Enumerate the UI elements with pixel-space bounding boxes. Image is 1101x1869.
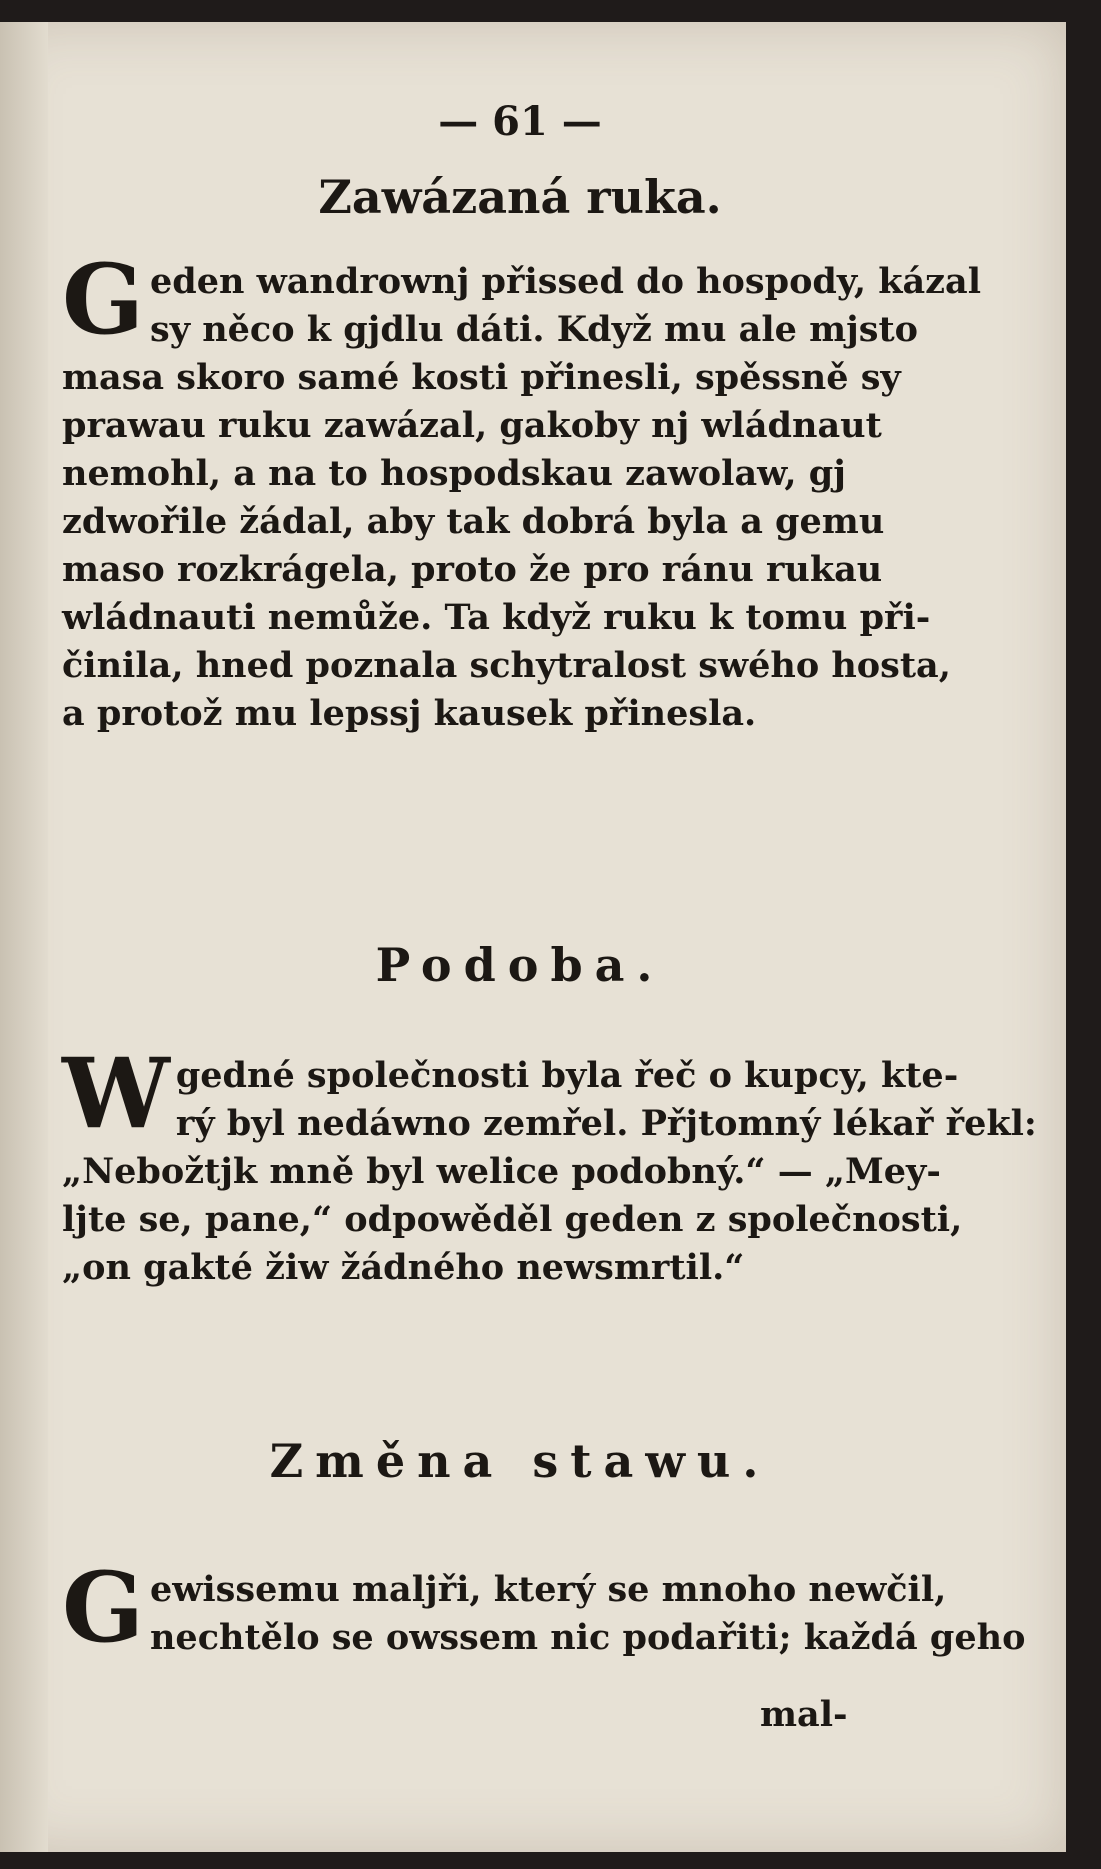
text-line: sy něco k gjdlu dáti. Když mu ale mjsto	[149, 309, 919, 350]
text-line: maso rozkrágela, proto že pro ránu rukau	[62, 549, 883, 590]
text-line: „on gakté žiw žádného newsmrtil.“	[62, 1247, 745, 1288]
text-line: zdwořile žádal, aby tak dobrá byla a gemu	[62, 501, 885, 542]
text-line: wládnauti nemůže. Ta když ruku k tomu při-	[62, 597, 931, 638]
text-line: prawau ruku zawázal, gakoby nj wládnaut	[62, 405, 882, 446]
section-title-2: Podoba.	[375, 938, 665, 992]
text-line: činila, hned poznala schytralost swého hosta,	[62, 645, 951, 686]
section-title-1: Zawázaná ruka.	[318, 170, 722, 224]
text-line: masa skoro samé kosti přinesli, spěssně sy	[62, 357, 901, 398]
text-line: gedné společnosti byla řeč o kupcy, kte-	[175, 1055, 959, 1096]
text-line: eden wandrownj přissed do hospody, kázal	[149, 261, 982, 302]
text-line: ewissemu maljři, který se mnoho newčil,	[149, 1569, 947, 1610]
text-line: ljte se, pane,“ odpowěděl geden z společnosti,	[62, 1199, 963, 1240]
section-body-1	[62, 243, 1022, 738]
text-line: nechtělo se owssem nic podařiti; každá geho	[149, 1617, 1026, 1658]
section-body-3	[62, 1551, 1026, 1664]
page-number: — 61 —	[438, 98, 602, 145]
book-page	[0, 22, 1066, 1852]
drop-cap-3: G	[62, 1551, 144, 1664]
section-title-3: Změna stawu.	[269, 1434, 771, 1488]
drop-cap-1: G	[62, 243, 144, 356]
catchword: mal-	[760, 1694, 848, 1735]
text-line: nemohl, a na to hospodskau zawolaw, gj	[62, 453, 846, 494]
page-gutter	[0, 22, 48, 1852]
text-line: a protož mu lepssj kausek přinesla.	[62, 693, 757, 734]
text-line: „Nebožtjk mně byl welice podobný.“ — „Mey-	[62, 1151, 941, 1192]
drop-cap-2: W	[62, 1037, 170, 1150]
section-body-2	[62, 1037, 1037, 1292]
text-line: rý byl nedáwno zemřel. Přjtomný lékař řekl:	[175, 1103, 1037, 1144]
